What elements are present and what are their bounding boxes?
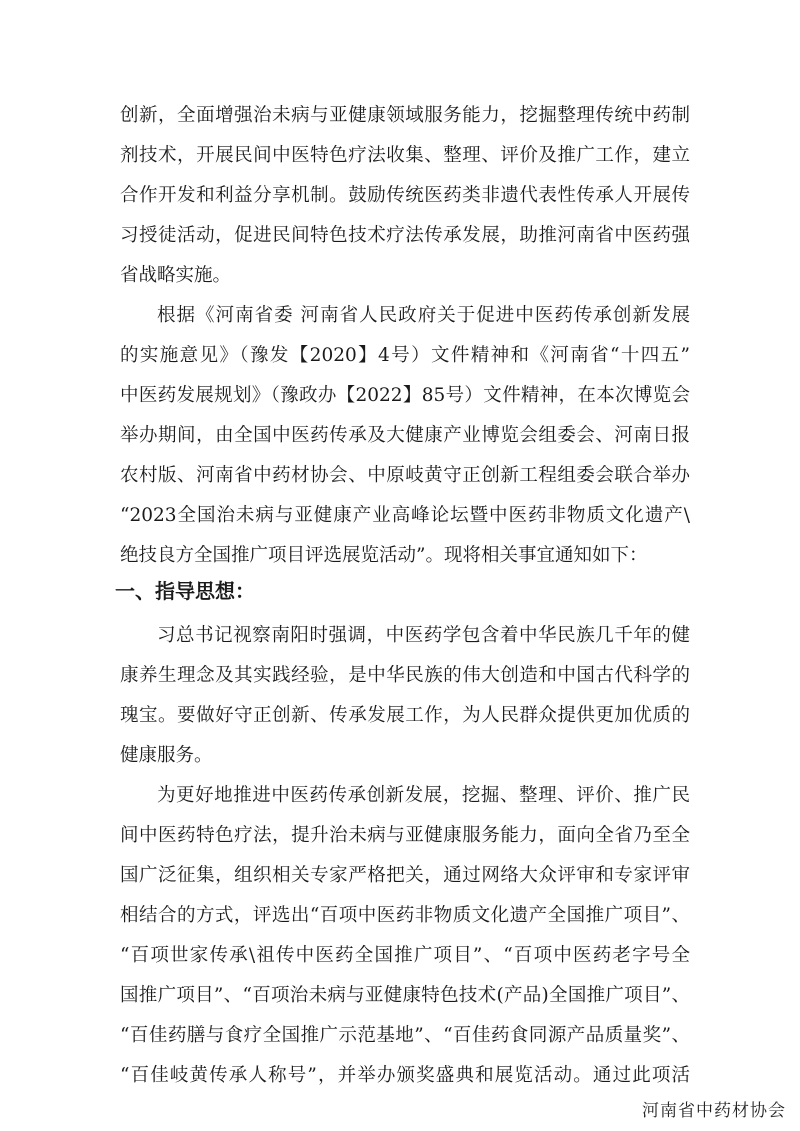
paragraph-line: “百项世家传承\祖传中医药全国推广项目”、“百项中医药老字号全 (120, 945, 690, 966)
paragraph-line: 举办期间，由全国中医药传承及大健康产业博览会组委会、河南日报 (120, 425, 690, 446)
paragraph-line: 习授徒活动，促进民间特色技术疗法传承发展，助推河南省中医药强 (120, 225, 690, 246)
footer-organization: 河南省中药材协会 (642, 1101, 786, 1121)
paragraph-line: 国推广项目”、“百项治未病与亚健康特色技术(产品)全国推广项目”、 (120, 985, 690, 1006)
paragraph-line: 根据《河南省委 河南省人民政府关于促进中医药传承创新发展 (157, 305, 690, 326)
paragraph-line: 绝技良方全国推广项目评选展览活动”。现将相关事宜通知如下： (120, 545, 648, 566)
paragraph-line: “2023全国治未病与亚健康产业高峰论坛暨中医药非物质文化遗产\ (120, 505, 690, 526)
paragraph-line: 农村版、河南省中药材协会、中原岐黄守正创新工程组委会联合举办 (120, 465, 690, 486)
paragraph-line: 合作开发和利益分享机制。鼓励传统医药类非遗代表性传承人开展传 (120, 185, 690, 206)
paragraph-line: 习总书记视察南阳时强调，中医药学包含着中华民族几千年的健 (157, 625, 690, 646)
paragraph-line: 中医药发展规划》（豫政办【2022】85号）文件精神，在本次博览会 (120, 385, 690, 406)
paragraph-line: 相结合的方式，评选出“百项中医药非物质文化遗产全国推广项目”、 (120, 905, 690, 926)
paragraph-line: 剂技术，开展民间中医特色疗法收集、整理、评价及推广工作，建立 (120, 145, 690, 166)
paragraph-line: 省战略实施。 (120, 265, 232, 286)
paragraph-line: 康养生理念及其实践经验，是中华民族的伟大创造和中国古代科学的 (120, 665, 690, 686)
paragraph-line: 为更好地推进中医药传承创新发展，挖掘、整理、评价、推广民 (157, 785, 690, 806)
section-heading: 一、指导思想： (115, 579, 255, 603)
paragraph-line: 创新，全面增强治未病与亚健康领域服务能力，挖掘整理传统中药制 (120, 105, 690, 126)
paragraph-line: 间中医药特色疗法，提升治未病与亚健康服务能力，面向全省乃至全 (120, 825, 690, 846)
paragraph-line: 的实施意见》（豫发【2020】4号）文件精神和《河南省“十四五” (120, 345, 690, 366)
paragraph-line: “百佳岐黄传承人称号”，并举办颁奖盛典和展览活动。通过此项活 (120, 1065, 690, 1086)
paragraph-line: 健康服务。 (120, 745, 213, 766)
paragraph-line: 国广泛征集，组织相关专家严格把关，通过网络大众评审和专家评审 (120, 865, 690, 886)
paragraph-line: 瑰宝。要做好守正创新、传承发展工作，为人民群众提供更加优质的 (120, 705, 690, 726)
paragraph-line: “百佳药膳与食疗全国推广示范基地”、“百佳药食同源产品质量奖”、 (120, 1025, 690, 1046)
